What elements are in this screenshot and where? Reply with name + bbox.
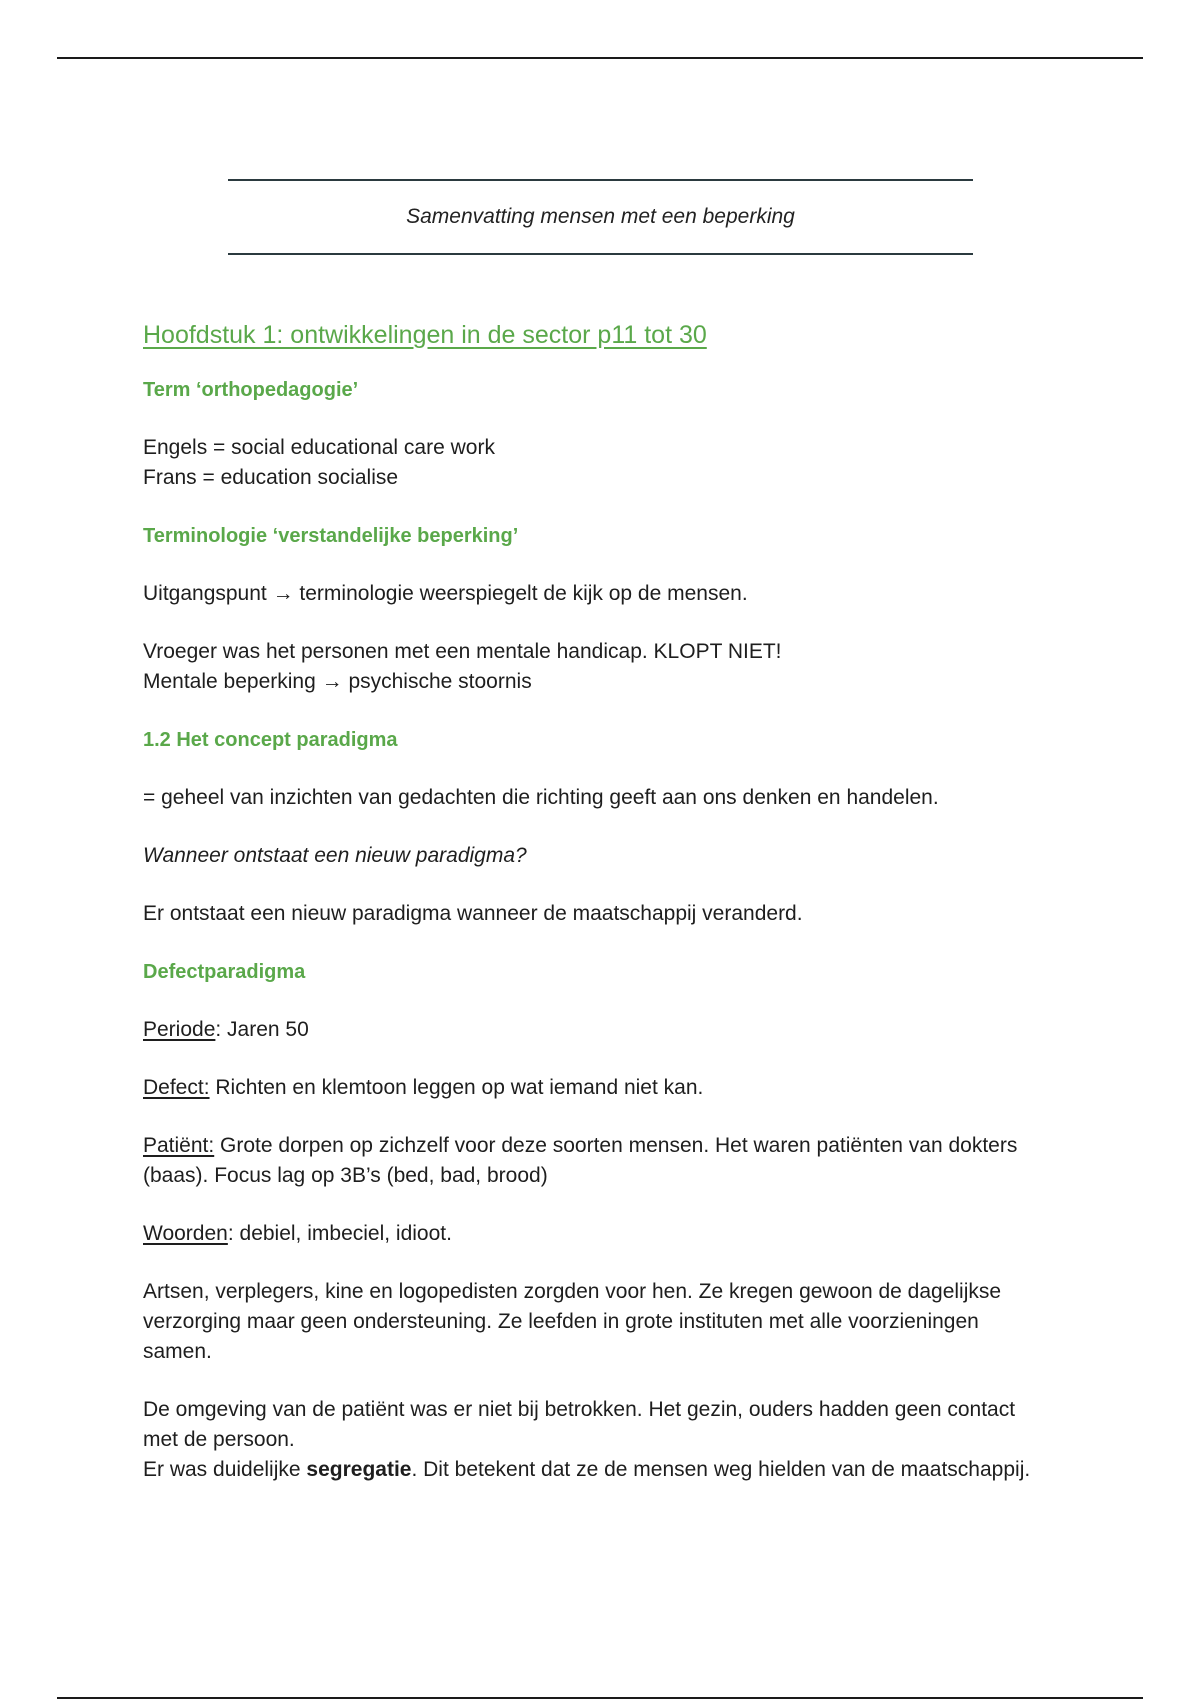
term-line-engels: Engels = social educational care work xyxy=(143,436,495,459)
woorden-text: : debiel, imbeciel, idioot. xyxy=(227,1222,452,1245)
periode-label: Periode xyxy=(143,1018,216,1041)
woorden-label: Woorden xyxy=(143,1222,228,1245)
paragraph-defect xyxy=(143,1073,1043,1103)
page-top-rule xyxy=(57,57,1143,59)
section-heading-defect: Defectparadigma xyxy=(143,961,306,983)
section-heading-term: Term ‘orthopedagogie’ xyxy=(143,379,359,401)
document-title: Samenvatting mensen met een beperking xyxy=(406,205,795,228)
paragraph-patient xyxy=(143,1131,1043,1191)
paragraph-term xyxy=(143,433,1043,493)
segregatie-line xyxy=(143,1455,1043,1485)
mentale-beperking-line: Mentale beperking → psychische stoornis xyxy=(143,670,532,693)
defect-label: Defect: xyxy=(143,1076,210,1099)
paragraph-vroeger xyxy=(143,637,1043,697)
paragraph-artsen: Artsen, verplegers, kine en logopedisten zorgden voor hen. Ze kregen gewoon de dagelijkse verzorging maar geen ondersteuning. Ze leefden in grote instituten met alle voorzieningen samen. xyxy=(143,1280,1002,1363)
paragraph-paradigma-answer: Er ontstaat een nieuw paradigma wanneer de maatschappij veranderd. xyxy=(143,902,803,925)
segregatie-pre: Er was duidelijke xyxy=(143,1458,307,1481)
defect-text: Richten en klemtoon leggen op wat iemand niet kan. xyxy=(209,1076,704,1099)
chapter-heading[interactable]: Hoofdstuk 1: ontwikkelingen in de sector p11 tot 30 xyxy=(143,321,707,349)
section-heading-terminologie: Terminologie ‘verstandelijke beperking’ xyxy=(143,525,519,547)
paragraph-omgeving xyxy=(143,1395,1043,1485)
paragraph-paradigma-definition: = geheel van inzichten van gedachten die richting geeft aan ons denken en handelen. xyxy=(143,786,939,809)
term-line-frans: Frans = education socialise xyxy=(143,466,399,489)
paragraph-uitgangspunt: Uitgangspunt → terminologie weerspiegelt de kijk op de mensen. xyxy=(143,582,748,605)
document-body xyxy=(143,318,1043,1485)
document-title-box xyxy=(228,179,973,255)
patient-label: Patiënt: xyxy=(143,1134,215,1157)
periode-text: : Jaren 50 xyxy=(215,1018,309,1041)
page-bottom-rule xyxy=(57,1697,1143,1699)
paragraph-woorden xyxy=(143,1219,1043,1249)
omgeving-text: De omgeving van de patiënt was er niet bij betrokken. Het gezin, ouders hadden geen contact met de persoon. xyxy=(143,1398,1016,1451)
section-heading-paradigma: 1.2 Het concept paradigma xyxy=(143,729,398,751)
paragraph-paradigma-question xyxy=(143,841,1043,871)
segregatie-bold: segregatie xyxy=(306,1458,412,1481)
patient-text: Grote dorpen op zichzelf voor deze soorten mensen. Het waren patiënten van dokters (baas). Focus lag op 3B’s (bed, bad, brood) xyxy=(143,1134,1018,1187)
vroeger-line: Vroeger was het personen met een mentale handicap. KLOPT NIET! xyxy=(143,640,782,663)
segregatie-post: . Dit betekent dat ze de mensen weg hielden van de maatschappij. xyxy=(411,1458,1031,1481)
paragraph-periode xyxy=(143,1015,1043,1045)
question-text: Wanneer ontstaat een nieuw paradigma? xyxy=(143,844,527,867)
